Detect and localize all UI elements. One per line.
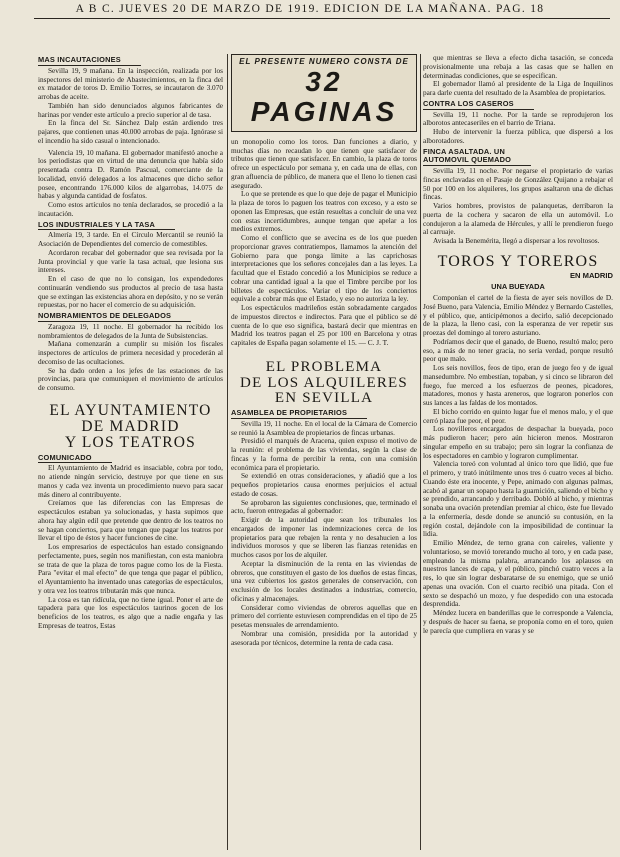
paragraph: Exigir de la autoridad que sean los tribunales los encargados de imponer las indemnizaciones cerca de los propietarios para que rebajen la renta y no desahucien a los individuos morosos y que se liberen las fianzas retenidas en muchos casos por los de alquiler. — [231, 515, 417, 559]
paragraph: Zaragoza 19, 11 noche. El gobernador ha recibido los nombramientos de delegados de la Junta de Subsistencias. — [38, 321, 223, 340]
paragraph: Valencia toreó con voluntad al único toro que lidió, que fue el primero, y trató inútilmente unos tres ó cuatro veces al bicho. Cuando éste era inocente, y Pepe, animado con algunas palmas, acabó al ganar un sopapo hasta la guarnición, saliendo el bicho y se prendido, arrancando y derribado. Dobló al bicho, y mientras sonaba una ovación pretendían premiar al chico, éste fue llevado a la enfermería, desde donde se anunció su contusión, en la región costal, dejándole con la imposibilidad de continuar la lidia. — [423, 459, 613, 539]
page-header — [0, 0, 620, 18]
paragraph: Considerar como viviendas de obreros aquellas que en primero del corriente estuviesen comprendidas en el tipo de 25 pesetas mensuales de arrendamiento. — [231, 602, 417, 629]
headline-ayuntamiento-2: DE MADRID — [81, 418, 180, 436]
paragraph: Sevilla 19, 11 noche. En el local de la Cámara de Comercio se reunió la Asamblea de propietarios de fincas urbanas. — [231, 418, 417, 437]
paragraph: Emilio Méndez, de terno grana con caireles, valiente y voluntarioso, se movió torerando mucho al toro, y en cada pase, empleando la misma palabra, arrancando los aplausos en nuestros lances de capa, y el público, pinchó cuatro veces a la res, lo que sin lograr desbaratarse de su enemigo, que se unió apenas una ovación. Con el cuarto recibió una pitada. Con el sexto se despachó un mozo, y fue despedido con una estocada desprendida. — [423, 538, 613, 609]
header-text: A B C. JUEVES 20 DE MARZO DE 1919. EDICION DE LA MAÑANA. PAG. 18 — [75, 3, 545, 15]
headline-ayuntamiento-1: EL AYUNTAMIENTO — [49, 401, 212, 419]
paragraph: En la finca del Sr. Sánchez Dalp están ardiendo tres pajares, que contienen unas 40.000 arrobas de paja. Ignórase si el incendio ha sido casual o intencionado. — [38, 118, 223, 145]
paragraph: Avisada la Benemérita, llegó a dispersar a los revoltosos. — [433, 236, 600, 245]
column-3 — [423, 54, 613, 854]
section-heading-incautaciones: MAS INCAUTACIONES — [38, 56, 141, 66]
paragraph: El bicho corrido en quinto lugar fue el menos malo, y el que cerró plaza fue peor, el peor. — [423, 406, 613, 425]
section-heading-caseros: CONTRA LOS CASEROS — [423, 100, 534, 110]
paragraph: Los espectáculos madrileños están sobradamente cargados de impuestos directos e indirectos. Para que el público se dé cuenta de lo que eso significa, bastará decir que mientras en Madrid los teatros pagan el 25 por 100 en Barcelona y otras capitales de España pagan solamente el 15. — C. J. T. — [231, 303, 417, 347]
section-heading-finca-2: AUTOMOVIL QUEMADO — [423, 156, 531, 166]
paragraph: Sevilla 19, 9 mañana. En la inspección, realizada por los inspectores del ministerio de Abastecimientos, en la finca del ex matador de toros D. Emilio Torres, se incautaron de 3.070 arrobas de aceite. — [38, 65, 223, 101]
paragraph: Nombrar una comisión, presidida por la autoridad y asesorada por técnicos, determine la renta de cada casa. — [231, 628, 417, 647]
paragraph: que mientras se lleva a efecto dicha tasación, se conceda provisionalmente una rebaja a las casas que se hallen en determinadas condiciones, que se especifican. — [423, 54, 613, 80]
paragraph: Como el conflicto que se avecina es de los que pueden proporcionar graves contratiempos, llamamos la atención del Gobierno para que ponga límite a las caprichosas interpretaciones que los señores concejales dan a las leyes. La facultad que el Estado concedió a los Municipios se reduce a cobrar una cantidad igual a la que el Timbre percibe por los billetes de espectáculos. Variar el tipo de los conciertos equivale a cobrar más que el Estado, y eso no autoriza la ley. — [231, 233, 417, 304]
paragraph: un monopolio como los toros. Dan funciones a diario, y muchas días no recaudan lo que tienen que satisfacer de tributos que tienen que satisfacer. En cambio, la plaza de toros ofrece un espectáculo por semana y, en cada una de ellas, con gran afluencia de público, de manera que el lleno lo tienen casi asegurado. — [231, 136, 417, 190]
paragraph: El Ayuntamiento de Madrid es insaciable, cobra por todo, no atiende ningún servicio, destruye por que tiene en sus manos y cada vez inventa un procedimiento nuevo para sacar más dinero al contribuyente. — [38, 463, 223, 499]
paragraph: En el caso de que no lo consigan, los expendedores continuarán vendiendo sus productos al precio de tasa hasta que se extingan las existencias ahora en depósito, y no se verán repuestas, por no hacer el comercio de su adquisición. — [38, 274, 223, 310]
paragraph: La cosa es tan ridícula, que no tiene igual. Poner el arte de tapadera para que los espectáculos taurinos gocen de los beneficios de los teatros, es algo que a nadie engaña y las Empresas de teatros, Estas — [38, 594, 223, 630]
paragraph: Sevilla 19, 11 noche. Por la tarde se reprodujeron los alborotos antecaseriles en el barrio de Triana. — [423, 109, 613, 128]
paragraph: Aceptar la disminución de la renta en las viviendas de obreros, que constituyen el gasto de los dueños de estas fincas, una vez cubiertos los gastos generales de conservación, con exclusión de los locales destinados a industrias, comercio, oficinas y almacenajes. — [231, 558, 417, 603]
paragraph: Creíamos que las diferencias con las Empresas de espectáculos estaban ya solucionadas, y hasta supimos que ahora hay algún edil que pretende que dentro de los teatros no se hagan conciertos, para que tengan que pagar los teatros por llevar el tipo de éstos y hacer funciones de cine. — [38, 498, 223, 543]
paragraph: Podríamos decir que el ganado, de Bueno, resultó malo; pero eso, a más de no tener gracia, no sería verdad, porque resultó peor que malo. — [423, 336, 613, 364]
paragraph: Sevilla 19, 11 noche. Por negarse el propietario de varias fincas enclavadas en el Pasaje de González Quijano a rebajar el 50 por 100 en los alquileres, los grupos asaltaron una de dichas fincas. — [423, 166, 613, 202]
headline-en-madrid: EN MADRID — [569, 270, 613, 280]
paragraph: Se extendió en otras consideraciones, y añadió que a los pequeños propietarios causa enormes perjuicios el actual estado de cosas. — [231, 471, 417, 498]
paragraph: Se ha dado orden a los jefes de las estaciones de las provincias, para que comuniquen el movimiento de artículos de consumo. — [38, 365, 223, 392]
headline-ayuntamiento-3: Y LOS TEATROS — [64, 434, 196, 452]
column-1 — [38, 54, 223, 854]
paragraph: Hubo de intervenir la fuerza pública, que dispersó a los alborotadores. — [423, 127, 613, 145]
subheading-asamblea: ASAMBLEA DE PROPIETARIOS — [231, 409, 367, 419]
paragraph: Varios hombres, provistos de palanquetas, derribaron la puerta de la cochera y sacaron de ella un automóvil. Lo condujeron a la alameda de Hércules, y allí le prendieron fuego al carruaje. — [423, 201, 613, 237]
section-heading-finca-1: FINCA ASALTADA. UN — [423, 146, 506, 156]
paragraph: Los seis novillos, feos de tipo, eran de juego feo y de igual mansedumbre. No embestían, topaban, y si cinco se libraron del fuego, fue merced a los esfuerzos de peones, picadores, matadores, monos y hasta areneros, que lograron ponerlos con sus lances a las faldas de los montados. — [423, 363, 613, 408]
column-2 — [231, 54, 417, 854]
headline-problema-2: DE LOS ALQUILERES — [240, 374, 408, 391]
paragraph: Almería 19, 3 tarde. En el Círculo Mercantil se reunió la Asociación de Dependientes del comercio de comestibles. — [38, 230, 223, 248]
column-divider — [227, 54, 228, 850]
paragraph: Como estos artículos no tenía declarados, se procedió a la incautación. — [38, 200, 223, 218]
paragraph: Componían el cartel de la fiesta de ayer seis novillos de D. José Bueno, para Valencia, Emilio Méndez y Bernardo Castelles, y el público, que, anticipémonos a decirlo, salió decepcionado de la plaza, la lleno casi, con la esperanza de ver repetir sus proezas del domingo al torero asturiano. — [423, 293, 613, 338]
paragraph: También han sido denunciados algunos fabricantes de harinas por vender este artículo a precio superior al de tasa. — [38, 100, 223, 119]
paragraph: Acordaron recabar del gobernador que sea revisada por la Junta provincial y que varíe la tasa actual, que lesiona sus intereses. — [38, 247, 223, 275]
paragraph: Mañana comenzarán a cumplir su misión los fiscales inspectores de artículos de primera necesidad y procederán al decomiso de las ocultaciones. — [38, 339, 223, 366]
column-divider — [420, 54, 421, 850]
section-heading-nombramientos: NOMBRAMIENTOS DE DELEGADOS — [38, 312, 191, 322]
paragraph: Méndez lucera en banderillas que le corresponde a Valencia, y después de hacer su faena, se proponía como en el toro, quien le parecía que cumpliera en varas y se — [423, 608, 613, 635]
pages-banner — [231, 54, 417, 132]
section-heading-industriales: LOS INDUSTRIALES Y LA TASA — [38, 221, 175, 231]
paragraph: Lo que se pretende es que lo que deje de pagar el Municipio la plaza de toros lo paguen los teatros con exceso, y a esto se oponen las Empresas, que están resueltas a concluir de una vez con estas incertidumbres, aunque tengan que apelar a los medios extremos. — [231, 189, 417, 234]
paragraph: Los empresarios de espectáculos han estado consignando perfectamente, pues, según nos manifiestan, con esta maniobra se trata de que la plaza de toros pague como los de la Fiesta. Para "evitar el mal efecto" de que tenga que pagar el público, el Ayuntamiento ha inventado unas categorías de espectáculos, y otra vez los teatros tributarán más que nunca. — [38, 542, 223, 595]
subheading-bueyada: UNA BUEYADA — [491, 282, 545, 292]
banner-caption: EL PRESENTE NUMERO CONSTA DE — [239, 57, 409, 66]
headline-problema-1: EL PROBLEMA — [265, 358, 383, 375]
subheading-comunicado: COMUNICADO — [38, 454, 112, 464]
header-rule — [34, 18, 610, 19]
paragraph: Se aprobaron las siguientes conclusiones, que, terminado el acto, fueron entregadas al gobernador: — [231, 497, 417, 516]
paragraph: Valencia 19, 10 mañana. El gobernador manifestó anoche a los periodistas que en virtud de una denuncia que había sido presentada contra D. Ramón Pascual, comerciante de la localidad, envió delegados a los almacenes que dicho señor posee, encontrando 176.000 kilos de algarrobas, 14.075 de habas y algunda cantidad de fosfatos. — [38, 147, 223, 201]
headline-problema-3: EN SEVILLA — [274, 390, 374, 407]
paragraph: Presidió el marqués de Aracena, quien expuso el motivo de la reunión: el problema de las viviendas, según la clase de fincas y la forma de percibir la renta, con una comisión económica para el propietario. — [231, 436, 417, 472]
headline-toros: TOROS Y TOREROS — [437, 252, 599, 270]
paragraph: Los novilleros encargados de despachar la bueyada, poco más pudieron hacer; pero aún hicieron menos. Mostraron singular empeño en su trabajo; pero sin lograr la confianza de los espectadores en cambio y lograron cumplimentar. — [423, 424, 613, 460]
banner-title: 32 PAGINAS — [250, 65, 398, 127]
paragraph: El gobernador llamó al presidente de la Liga de Inquilinos para darle cuenta del resultado de la Asamblea de propietarios. — [423, 79, 613, 97]
